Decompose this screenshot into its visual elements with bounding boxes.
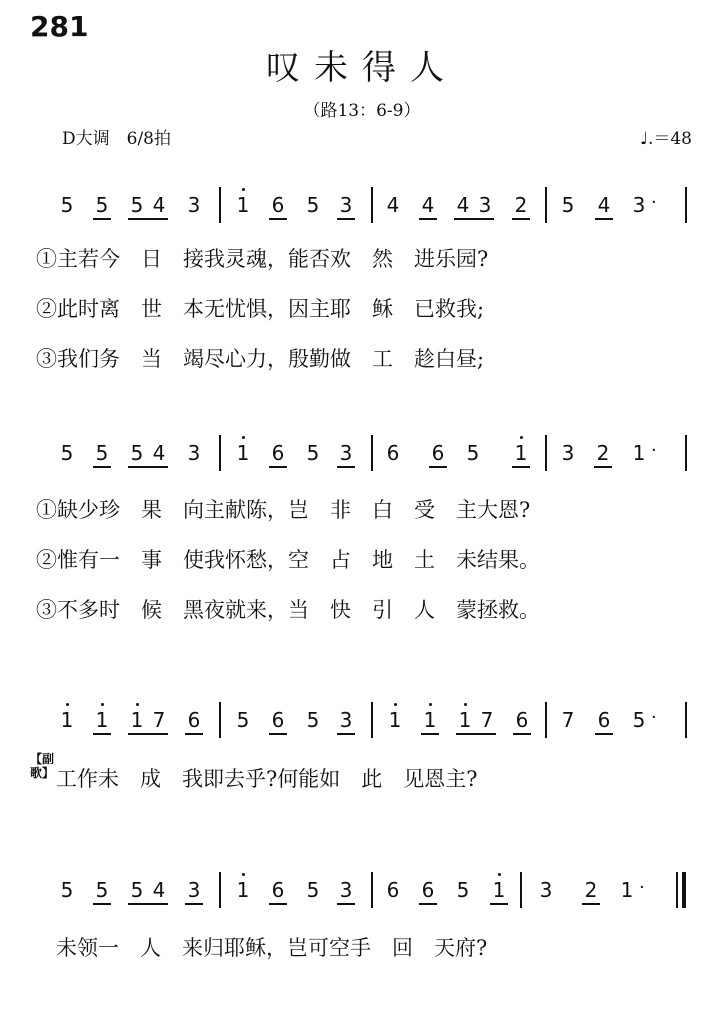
scripture-reference: （路13：6-9）	[303, 101, 421, 121]
beam-underline	[93, 466, 111, 468]
beam-underline	[185, 733, 203, 735]
beam-underline	[419, 218, 437, 220]
note: 6	[421, 878, 435, 902]
lyric-chorus-2: 未领一 人 来归耶稣，岂可空手 回 天府?	[56, 936, 488, 960]
beam-underline	[93, 903, 111, 905]
beam-underline	[582, 903, 600, 905]
high-octave-dot	[242, 188, 245, 191]
beam-underline	[128, 218, 168, 220]
barline	[685, 702, 687, 738]
high-octave-dot	[66, 703, 69, 706]
note: 1	[236, 193, 250, 217]
note: 1	[236, 441, 250, 465]
high-octave-dot	[394, 703, 397, 706]
note: 6	[431, 441, 445, 465]
note: 5	[306, 708, 320, 732]
note: 1	[620, 878, 634, 902]
note: 6	[271, 441, 285, 465]
note: 3	[539, 878, 553, 902]
note: 5	[306, 193, 320, 217]
beam-underline	[269, 466, 287, 468]
note: 3	[561, 441, 575, 465]
note: 1	[236, 878, 250, 902]
note: 1	[60, 708, 74, 732]
lyric-verse-2: ②惟有一 事 使我怀愁，空 占 地 土 未结果。	[36, 548, 540, 572]
note: 7	[561, 708, 575, 732]
barline	[219, 872, 221, 908]
barline	[545, 435, 547, 471]
note: 6	[386, 878, 400, 902]
note: 6	[271, 708, 285, 732]
note: 4	[456, 193, 470, 217]
beam-underline	[93, 733, 111, 735]
note: 2	[584, 878, 598, 902]
beam-underline	[337, 466, 355, 468]
note: 4	[152, 193, 166, 217]
barline	[682, 872, 686, 908]
beam-underline	[594, 466, 612, 468]
note: 1	[632, 441, 646, 465]
note: 5	[130, 193, 144, 217]
note: 5	[60, 193, 74, 217]
beam-underline	[269, 733, 287, 735]
note: 5	[456, 878, 470, 902]
note: 1	[423, 708, 437, 732]
high-octave-dot	[498, 873, 501, 876]
note: 6	[597, 708, 611, 732]
barline	[685, 187, 687, 223]
barline	[219, 435, 221, 471]
note: 3	[339, 878, 353, 902]
barline	[545, 702, 547, 738]
beam-underline	[454, 218, 494, 220]
note: 3	[187, 441, 201, 465]
lyric-chorus-1: 工作未 成 我即去乎?何能如 此 见恩主?	[56, 767, 478, 791]
beam-underline	[421, 733, 439, 735]
lyric-verse-2: ②此时离 世 本无忧惧，因主耶 稣 已救我;	[36, 297, 485, 321]
note: 1	[458, 708, 472, 732]
note: 5	[632, 708, 646, 732]
note: 5	[95, 441, 109, 465]
note: 7	[152, 708, 166, 732]
beam-underline	[337, 903, 355, 905]
tempo-marking: ♩.＝48	[639, 129, 692, 149]
note: 5	[306, 441, 320, 465]
beam-underline	[456, 733, 496, 735]
note: 5	[561, 193, 575, 217]
barline	[219, 702, 221, 738]
barline	[371, 187, 373, 223]
note: 5	[95, 193, 109, 217]
barline	[219, 187, 221, 223]
note: 6	[515, 708, 529, 732]
lyric-verse-3: ③不多时 候 黑夜就来，当 快 引 人 蒙拯救。	[36, 598, 540, 622]
note: 3	[339, 193, 353, 217]
note: 4	[152, 878, 166, 902]
beam-underline	[490, 903, 508, 905]
note: 2	[596, 441, 610, 465]
high-octave-dot	[242, 436, 245, 439]
note: 3	[339, 708, 353, 732]
augmentation-dot: ·	[639, 877, 645, 898]
note: 3	[632, 193, 646, 217]
beam-underline	[337, 733, 355, 735]
beam-underline	[337, 218, 355, 220]
note: 3	[187, 193, 201, 217]
note: 5	[95, 878, 109, 902]
beam-underline	[185, 903, 203, 905]
lyric-verse-1: ①缺少珍 果 向主献陈，岂 非 白 受 主大恩?	[36, 498, 531, 522]
lyric-verse-1: ①主若今 日 接我灵魂，能否欢 然 进乐园?	[36, 247, 489, 271]
note: 5	[466, 441, 480, 465]
note: 5	[130, 878, 144, 902]
note: 1	[514, 441, 528, 465]
augmentation-dot: ·	[651, 440, 657, 461]
key-and-time-signature: D大调 6/8拍	[62, 129, 171, 149]
note: 3	[187, 878, 201, 902]
note: 1	[492, 878, 506, 902]
beam-underline	[128, 466, 168, 468]
note: 4	[386, 193, 400, 217]
note: 2	[514, 193, 528, 217]
hymn-number: 281	[30, 10, 89, 43]
note: 6	[187, 708, 201, 732]
beam-underline	[429, 466, 447, 468]
barline	[371, 435, 373, 471]
beam-underline	[595, 218, 613, 220]
beam-underline	[93, 218, 111, 220]
note: 6	[271, 193, 285, 217]
lyric-verse-3: ③我们务 当 竭尽心力，殷勤做 工 趁白昼;	[36, 347, 485, 371]
beam-underline	[419, 903, 437, 905]
hymn-title: 叹未得人	[266, 48, 458, 88]
note: 6	[386, 441, 400, 465]
note: 5	[236, 708, 250, 732]
note: 5	[60, 878, 74, 902]
final-barline-thin	[676, 872, 678, 908]
beam-underline	[512, 218, 530, 220]
beam-underline	[128, 733, 168, 735]
high-octave-dot	[136, 703, 139, 706]
beam-underline	[128, 903, 168, 905]
beam-underline	[269, 218, 287, 220]
note: 4	[152, 441, 166, 465]
high-octave-dot	[101, 703, 104, 706]
beam-underline	[512, 466, 530, 468]
note: 5	[130, 441, 144, 465]
note: 5	[60, 441, 74, 465]
augmentation-dot: ·	[651, 707, 657, 728]
barline	[371, 872, 373, 908]
note: 5	[306, 878, 320, 902]
note: 4	[597, 193, 611, 217]
beam-underline	[513, 733, 531, 735]
note: 7	[480, 708, 494, 732]
note: 1	[130, 708, 144, 732]
beam-underline	[595, 733, 613, 735]
note: 1	[95, 708, 109, 732]
barline	[545, 187, 547, 223]
high-octave-dot	[429, 703, 432, 706]
beam-underline	[269, 903, 287, 905]
barline	[371, 702, 373, 738]
barline	[685, 435, 687, 471]
chorus-label: 【副歌】	[30, 752, 55, 780]
high-octave-dot	[520, 436, 523, 439]
augmentation-dot: ·	[651, 192, 657, 213]
barline	[520, 872, 522, 908]
high-octave-dot	[464, 703, 467, 706]
note: 6	[271, 878, 285, 902]
note: 3	[339, 441, 353, 465]
note: 4	[421, 193, 435, 217]
note: 3	[478, 193, 492, 217]
high-octave-dot	[242, 873, 245, 876]
note: 1	[388, 708, 402, 732]
